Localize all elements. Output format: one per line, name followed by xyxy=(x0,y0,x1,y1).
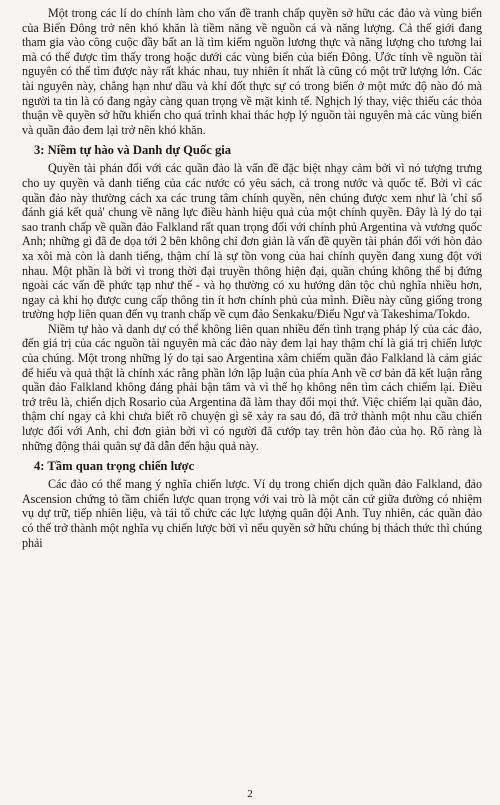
section-heading-national-pride: 3: Niềm tự hào và Danh dự Quốc gia xyxy=(34,143,232,158)
paragraph-resources: Một trong các lí do chính làm cho vấn đề tranh chấp quyền sở hữu các đảo và vùng biển của Biển Đông trở nên khó khăn là tiềm năng về nguồn cá và năng lượng. Cả thế giới đang tham gia vào công cuộc đầy bất an là tìm kiếm nguồn lương thực và năng lượng cho tương lai mà có thể được tìm thấy trong hoặc dưới các vùng biển của biển Đông. Ước tính về nguồn tài nguyên có thể tìm được này rất khác nhau, tuy nhiên ít nhất là cũng có một trữ lượng lớn. Các tài nguyên này, chẳng hạn như dầu và khí đốt thực sự có trong biển ở một mức độ nào đó mà người ta tin là có đang ngày càng quan trọng về mặt kinh tế. Nghịch lý thay, việc thiếu các thỏa thuận về quyền sở hữu khiến cho quá trình khai thác hợp lý nguồn tài nguyên mà các vùng biển và quần đảo đem lại trở nên khó khăn. xyxy=(22,6,482,137)
page-number: 2 xyxy=(247,788,253,800)
paragraph-honor: Niềm tự hào và danh dự có thể không liên quan nhiều đến tình trạng pháp lý của các đảo, đến giá trị của các nguồn tài nguyên mà các đảo này đem lại hay thậm chí là giá trị chiến lược của chúng. Một trong những lý do tại sao Argentina xâm chiếm quần đảo Falkland là cảm giác để hiểu và quả thật là chính xác rằng phần lớn lập luận của phía Anh về cơ bản đã kết luận rằng quần đảo Falkland không đáng phải bận tâm và vì thế họ không nên tìm cách chiếm lại. Điều trớ trêu là, chiến dịch Rosario của Argentina đã làm thay đổi mọi thứ. Việc chiếm lại quần đảo, thậm chí ngay cả khi chưa biết rõ chuyện gì sẽ xảy ra sau đó, đã trở thành một nhu cầu chiến lược đối với Anh, chỉ đơn giản bởi vì có người đã cướp tay trên hòn đảo của họ. Rõ ràng là những động thái quân sự đã dẫn đến hậu quả này. xyxy=(22,321,482,453)
paragraph-jurisdiction: Quyền tài phán đối với các quần đảo là vấn đề đặc biệt nhạy cảm bởi vì nó tượng trưng cho uy quyền và danh tiếng của các nước có yêu sách, cả trong nước và quốc tế. Bởi vì các quần đảo này thường cách xa các trung tâm chính quyền, nên chúng được xem như là 'chỉ số đánh giá kết quả' chung về năng lực điều hành hiệu quả của một chính quyền. Đây là lý do tại sao tranh chấp về quần đảo Falkland rất quan trọng đối với chính phủ Argentina và vương quốc Anh; những gì đã đe dọa tới 2 bên không chỉ đơn giản là vấn đề quyền tài phán đối với hòn đảo xa xôi mà còn là danh tiếng, thậm chí là sự tồn vong của hai chính quyền đang xung đột với nhau. Một phần là bởi vì trong thời đại truyền thông hiện đại, quần chúng không thể bị đứng ngoài các vấn đề phức tạp như thế - và họ thường có xu hướng dân tộc chủ nghĩa nhiều hơn, ngay cả khi họ được cung cấp thông tin ít hơn chính phủ của mình. Điều này cũng giống trong trường hợp liên quan đến vụ tranh chấp về cụm đảo Senkaku/Điếu Ngư và Takeshima/Tokdo. xyxy=(22,161,482,322)
section-heading-strategic-importance: 4: Tầm quan trọng chiến lược xyxy=(34,459,195,474)
paragraph-strategic: Các đảo có thể mang ý nghĩa chiến lược. Ví dụ trong chiến dịch quần đảo Falkland, đảo Ascension chứng tỏ tầm chiến lược quan trọng với vai trò là một căn cứ giữa đường có nhiệm vụ dự trữ, tiếp nhiên liệu, và tái tổ chức các lực lượng quân đội Anh. Tuy nhiên, các quần đảo có thể trở thành một nghĩa vụ chiến lược bởi vì nếu quyền sở hữu chúng bị thách thức thì chúng phải xyxy=(22,477,482,550)
